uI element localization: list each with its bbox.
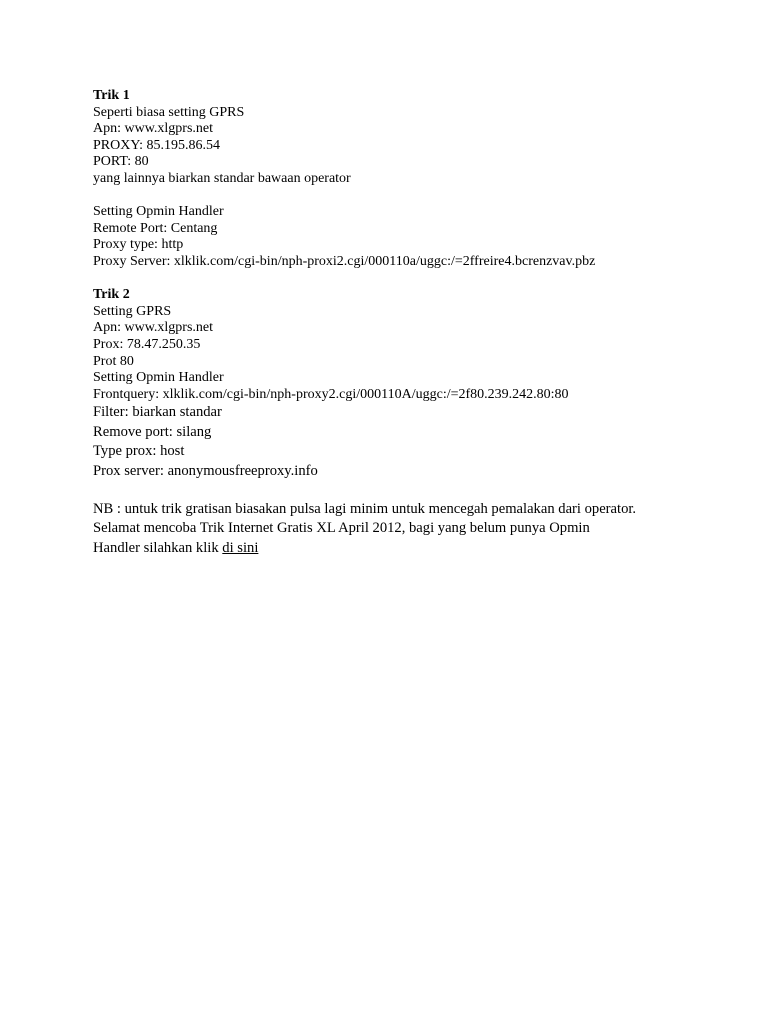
trik-1-line: Apn: www.xlgprs.net bbox=[93, 121, 214, 137]
trik-2-setting-line: Filter: biarkan standar bbox=[93, 404, 222, 421]
di-sini-link[interactable]: di sini bbox=[222, 540, 259, 557]
trik-2-setting-line: Remove port: silang bbox=[93, 423, 212, 440]
trik-2-line: Setting Opmin Handler bbox=[93, 370, 224, 386]
trik-1-line: PROXY: 85.195.86.54 bbox=[93, 137, 221, 153]
trik-2-line: Apn: www.xlgprs.net bbox=[93, 320, 214, 336]
note-line-prefix: Handler silahkan klik bbox=[93, 540, 223, 557]
trik-1-heading: Trik 1 bbox=[93, 88, 130, 103]
trik-1-opmin-line: Remote Port: Centang bbox=[93, 220, 218, 236]
trik-2-setting-line: Prox server: anonymousfreeproxy.info bbox=[93, 463, 318, 480]
trik-1-opmin-line: Setting Opmin Handler bbox=[93, 204, 224, 220]
blank-line bbox=[93, 188, 733, 205]
trik-1-line: PORT: 80 bbox=[93, 154, 149, 170]
note-section bbox=[93, 500, 733, 559]
trik-2-line: Prot 80 bbox=[93, 353, 134, 369]
note-line: Selamat mencoba Trik Internet Gratis XL April 2012, bagi yang belum punya Opmin bbox=[93, 520, 590, 537]
note-line: NB : untuk trik gratisan biasakan pulsa lagi minim untuk mencegah pemalakan dari operator. bbox=[93, 500, 637, 517]
blank-line bbox=[93, 271, 733, 288]
trik-2-settings bbox=[93, 403, 733, 481]
trik-2-setting-line: Type prox: host bbox=[93, 443, 185, 460]
trik-1-section bbox=[93, 88, 733, 271]
trik-2-line: Prox: 78.47.250.35 bbox=[93, 336, 201, 352]
document-page bbox=[93, 88, 733, 559]
trik-1-line: yang lainnya biarkan standar bawaan operator bbox=[93, 170, 351, 186]
trik-2-heading: Trik 2 bbox=[93, 287, 130, 303]
trik-1-line: Seperti biasa setting GPRS bbox=[93, 104, 245, 120]
trik-2-line: Frontquery: xlklik.com/cgi-bin/nph-proxy2.cgi/000110A/uggc:/=2f80.239.242.80:80 bbox=[93, 386, 569, 402]
trik-2-section bbox=[93, 287, 733, 482]
trik-1-opmin-line: Proxy type: http bbox=[93, 237, 184, 253]
trik-1-opmin-line: Proxy Server: xlklik.com/cgi-bin/nph-proxi2.cgi/000110a/uggc:/=2ffreire4.bcrenzvav.pbz bbox=[93, 253, 596, 269]
trik-2-line: Setting GPRS bbox=[93, 303, 172, 319]
note-line-with-link bbox=[93, 539, 733, 559]
